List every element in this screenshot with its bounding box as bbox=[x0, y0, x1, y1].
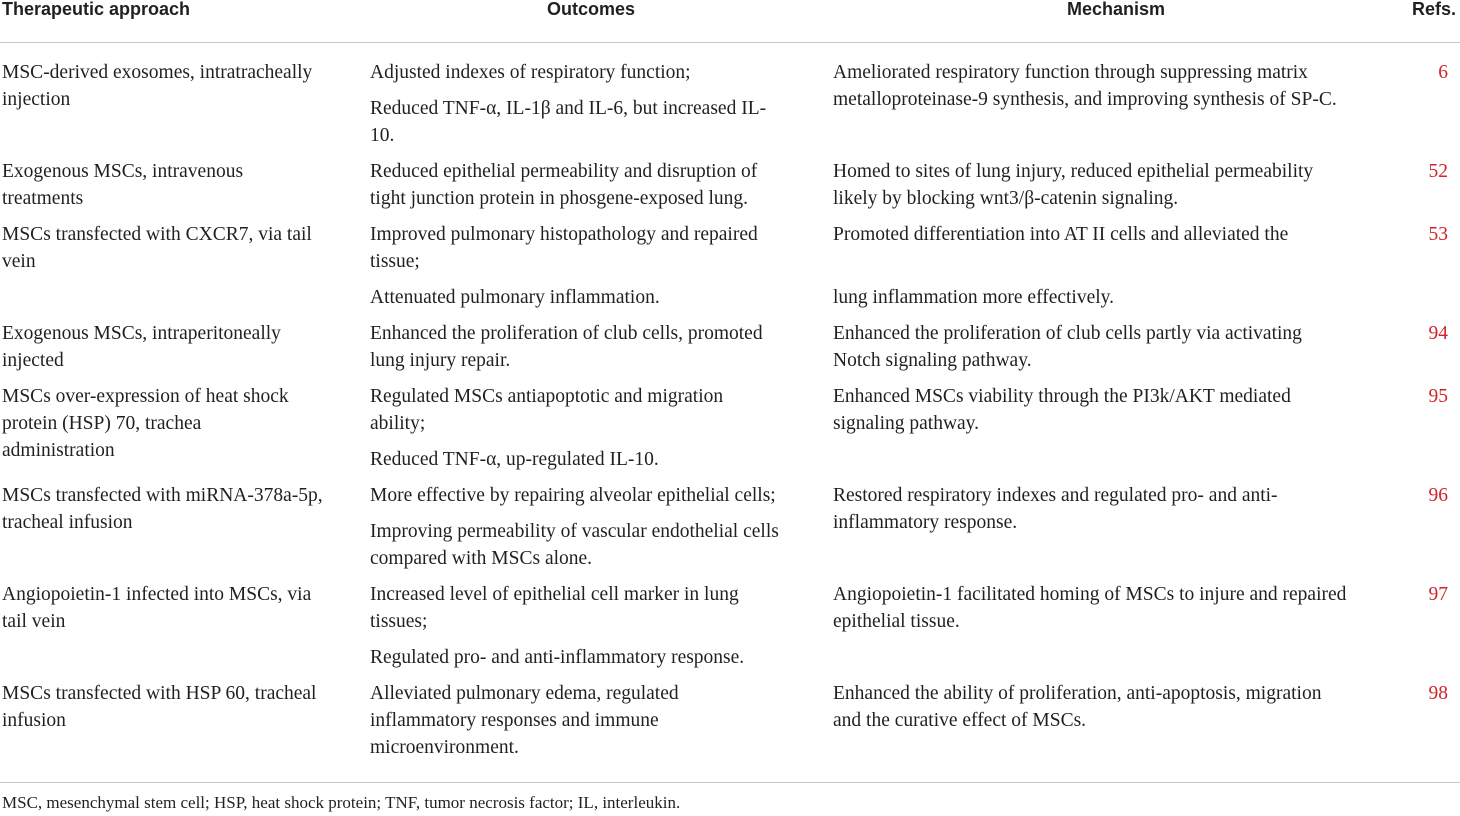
cell-line: Restored respiratory indexes and regulated pro- and anti- bbox=[833, 485, 1278, 506]
cell-line: tight junction protein in phosgene-exposed lung. bbox=[370, 188, 749, 209]
cell-paragraph bbox=[370, 482, 779, 509]
cell-line: Regulated MSCs antiapoptotic and migration bbox=[370, 386, 724, 407]
cell-line: ability; bbox=[370, 413, 426, 434]
cell-paragraph bbox=[833, 680, 1321, 734]
cell-line: lung inflammation more effectively. bbox=[833, 287, 1115, 308]
cell-line: inflammatory responses and immune bbox=[370, 710, 659, 731]
cell-line: epithelial tissue. bbox=[833, 611, 960, 632]
cell-line: Reduced epithelial permeability and disruption of bbox=[370, 161, 758, 182]
cell-line: MSCs over-expression of heat shock bbox=[2, 386, 289, 407]
cell-ref-link[interactable]: 53 bbox=[1428, 224, 1448, 245]
cell-line: metalloproteinase-9 synthesis, and improving synthesis of SP-C. bbox=[833, 89, 1337, 110]
cell-ref-link[interactable]: 96 bbox=[1428, 485, 1448, 506]
cell-paragraph bbox=[370, 644, 744, 671]
cell-therapeutic-approach bbox=[2, 581, 311, 635]
cell-line: administration bbox=[2, 440, 115, 461]
cell-therapeutic-approach bbox=[2, 59, 312, 113]
cell-outcomes bbox=[370, 158, 757, 212]
cell-mechanism bbox=[833, 383, 1291, 437]
cell-line: Homed to sites of lung injury, reduced epithelial permeability bbox=[833, 161, 1314, 182]
cell-paragraph bbox=[833, 221, 1288, 275]
cell-line: Enhanced the ability of proliferation, anti-apoptosis, migration bbox=[833, 683, 1322, 704]
cell-line: MSCs transfected with miRNA-378a-5p, bbox=[2, 485, 323, 506]
cell-line: inflammatory response. bbox=[833, 512, 1018, 533]
cell-line: Improved pulmonary histopathology and repaired bbox=[370, 224, 758, 245]
cell-paragraph bbox=[833, 59, 1337, 113]
cell-line: compared with MSCs alone. bbox=[370, 548, 593, 569]
cell-mechanism bbox=[833, 320, 1302, 374]
header-therapeutic-approach: Therapeutic approach bbox=[2, 0, 191, 19]
cell-ref-link[interactable]: 95 bbox=[1428, 386, 1448, 407]
cell-ref-link[interactable]: 52 bbox=[1428, 161, 1448, 182]
cell-paragraph bbox=[833, 482, 1278, 536]
cell-line: tracheal infusion bbox=[2, 512, 133, 533]
cell-line: lung injury repair. bbox=[370, 350, 511, 371]
cell-line: Regulated pro- and anti-inflammatory response. bbox=[370, 647, 745, 668]
cell-paragraph bbox=[370, 59, 766, 86]
cell-line: Reduced TNF-α, up-regulated IL-10. bbox=[370, 449, 659, 470]
cell-mechanism bbox=[833, 680, 1321, 734]
cell-outcomes bbox=[370, 221, 758, 311]
cell-line: tissues; bbox=[370, 611, 428, 632]
cell-line: Attenuated pulmonary inflammation. bbox=[370, 287, 660, 308]
cell-line: and the curative effect of MSCs. bbox=[833, 710, 1087, 731]
cell-mechanism bbox=[833, 158, 1313, 212]
cell-line: vein bbox=[2, 251, 36, 272]
cell-outcomes bbox=[370, 320, 763, 374]
header-mechanism: Mechanism bbox=[1066, 0, 1166, 19]
cell-line: Promoted differentiation into AT II cells and alleviated the bbox=[833, 224, 1289, 245]
cell-paragraph bbox=[370, 284, 758, 311]
cell-line: Enhanced the proliferation of club cells, promoted bbox=[370, 323, 763, 344]
cell-line: MSCs transfected with CXCR7, via tail bbox=[2, 224, 312, 245]
cell-paragraph bbox=[370, 680, 679, 761]
cell-paragraph bbox=[370, 221, 758, 275]
cell-line: tissue; bbox=[370, 251, 420, 272]
cell-outcomes bbox=[370, 680, 679, 761]
table-header bbox=[0, 0, 1460, 43]
cell-line: Exogenous MSCs, intravenous bbox=[2, 161, 244, 182]
cell-paragraph bbox=[833, 581, 1346, 635]
cell-therapeutic-approach bbox=[2, 320, 281, 374]
cell-line: Improving permeability of vascular endothelial cells bbox=[370, 521, 779, 542]
cell-paragraph bbox=[833, 320, 1302, 374]
cell-line: Angiopoietin-1 facilitated homing of MSCs to injure and repaired bbox=[833, 584, 1347, 605]
cell-line: MSCs transfected with HSP 60, tracheal bbox=[2, 683, 317, 704]
cell-therapeutic-approach bbox=[2, 158, 243, 212]
cell-line: tail vein bbox=[2, 611, 66, 632]
cell-line: 10. bbox=[370, 125, 395, 146]
cell-line: Reduced TNF-α, IL-1β and IL-6, but increased IL- bbox=[370, 98, 767, 119]
cell-therapeutic-approach bbox=[2, 383, 289, 464]
cell-line: signaling pathway. bbox=[833, 413, 980, 434]
cell-paragraph bbox=[833, 158, 1313, 212]
cell-ref-link[interactable]: 94 bbox=[1428, 323, 1448, 344]
cell-therapeutic-approach bbox=[2, 482, 323, 536]
cell-line: injected bbox=[2, 350, 64, 371]
cell-line: likely by blocking wnt3/β-catenin signaling. bbox=[833, 188, 1179, 209]
cell-line: Ameliorated respiratory function through suppressing matrix bbox=[833, 62, 1308, 83]
cell-paragraph bbox=[370, 95, 766, 149]
cell-line: Notch signaling pathway. bbox=[833, 350, 1032, 371]
cell-paragraph bbox=[370, 518, 779, 572]
cell-line: microenvironment. bbox=[370, 737, 519, 758]
cell-outcomes bbox=[370, 482, 779, 572]
header-refs: Refs. bbox=[1411, 0, 1456, 19]
cell-paragraph bbox=[833, 383, 1291, 437]
cell-line: Enhanced MSCs viability through the PI3k/AKT mediated bbox=[833, 386, 1291, 407]
table-footnote: MSC, mesenchymal stem cell; HSP, heat shock protein; TNF, tumor necrosis factor; IL, interleukin. bbox=[2, 793, 681, 812]
cell-ref-link[interactable]: 98 bbox=[1428, 683, 1448, 704]
cell-line: infusion bbox=[2, 710, 66, 731]
cell-mechanism bbox=[833, 59, 1337, 113]
cell-outcomes bbox=[370, 581, 744, 671]
cell-outcomes bbox=[370, 383, 723, 473]
cell-mechanism bbox=[833, 482, 1278, 536]
header-outcomes: Outcomes bbox=[546, 0, 636, 19]
cell-line: Alleviated pulmonary edema, regulated bbox=[370, 683, 679, 704]
cell-mechanism bbox=[833, 221, 1288, 311]
cell-paragraph bbox=[370, 320, 763, 374]
cell-line: injection bbox=[2, 89, 71, 110]
cell-line: Adjusted indexes of respiratory function; bbox=[370, 62, 691, 83]
cell-mechanism bbox=[833, 581, 1346, 635]
cell-line: More effective by repairing alveolar epithelial cells; bbox=[370, 485, 776, 506]
cell-therapeutic-approach bbox=[2, 221, 312, 275]
cell-outcomes bbox=[370, 59, 766, 149]
cell-line: MSC-derived exosomes, intratracheally bbox=[2, 62, 313, 83]
cell-line: protein (HSP) 70, trachea bbox=[2, 413, 202, 434]
cell-paragraph bbox=[370, 158, 757, 212]
cell-line: Angiopoietin-1 infected into MSCs, via bbox=[2, 584, 312, 605]
cell-line: treatments bbox=[2, 188, 84, 209]
cell-paragraph bbox=[370, 383, 723, 437]
cell-paragraph bbox=[370, 446, 723, 473]
cell-line bbox=[833, 248, 1288, 275]
cell-paragraph bbox=[833, 284, 1288, 311]
cell-ref-link[interactable]: 97 bbox=[1428, 584, 1448, 605]
cell-paragraph bbox=[370, 581, 744, 635]
cell-line: Enhanced the proliferation of club cells partly via activating bbox=[833, 323, 1302, 344]
cell-line: Exogenous MSCs, intraperitoneally bbox=[2, 323, 281, 344]
table-bottom-rule bbox=[0, 782, 1460, 783]
cell-therapeutic-approach bbox=[2, 680, 316, 734]
cell-ref-link[interactable]: 6 bbox=[1438, 62, 1448, 83]
cell-line: Increased level of epithelial cell marker in lung bbox=[370, 584, 739, 605]
